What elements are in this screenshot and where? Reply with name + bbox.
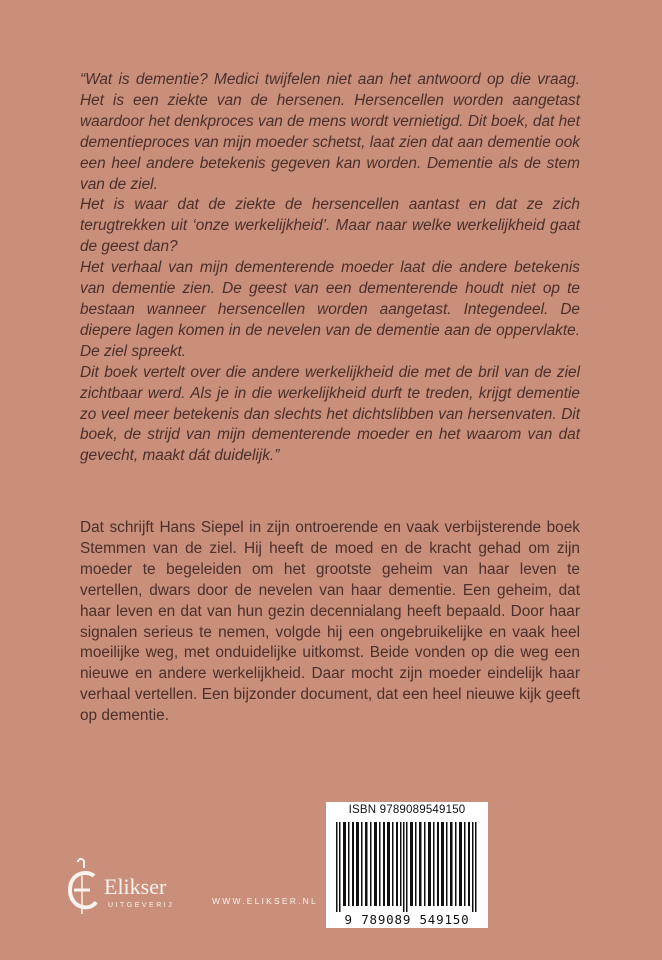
quote-paragraph-1: “Wat is dementie? Medici twijfelen niet aan het antwoord op die vraag. Het is een ziekte van de hersenen. Hersencellen worden aangetast waardoor het denkproces van de mens wordt vernietigd. Dit boek, dat het dementieproces van mijn moeder schetst, laat zien dat aan dementie ook een heel andere betekenis gegeven kan worden. Dementie als de stem van de ziel. xyxy=(80,71,580,193)
elikser-e-icon xyxy=(64,858,104,918)
publisher-url: WWW.ELIKSER.NL xyxy=(212,896,318,906)
isbn-digits: 9 789089 549150 xyxy=(344,912,470,927)
back-cover-quote xyxy=(80,70,580,467)
publisher-sub: UITGEVERIJ xyxy=(108,902,175,909)
isbn-barcode xyxy=(326,802,488,928)
quote-paragraph-2: Het is waar dat de ziekte de hersencellen aantast en dat ze zich terugtrekken uit ‘onze werkelijkheid’. Maar naar welke werkelijkheid gaat de geest dan? xyxy=(80,196,580,256)
quote-paragraph-4: Dit boek vertelt over die andere werkelijkheid die met de bril van de ziel zichtbaar werd. Als je in die werkelijkheid durft te treden, krijgt dementie zo veel meer betekenis dan slechts het dichtslibben van hersenvaten. Dit boek, de strijd van mijn dementerende moeder en het waarom van dat gevecht, maakt dát duidelijk.” xyxy=(80,363,580,465)
isbn-label: ISBN 9789089549150 xyxy=(348,804,466,816)
publisher-logo xyxy=(64,858,204,918)
blurb-text: Dat schrijft Hans Siepel in zijn ontroerende en vaak verbijsterende boek Stemmen van de ziel. Hij heeft de moed en de kracht gehad om zijn moeder te begeleiden om het grootste geheim van haar leven te vertellen, dwars door de nevelen van haar dementie. Een geheim, dat haar leven en dat van hun gezin decennialang heeft bepaald. Door haar signalen serieus te nemen, volgde hij een ongebruikelijke en vaak heel moeilijke weg, met onduidelijke uitkomst. Beide vonden op die weg een nieuwe en andere werkelijkheid. Daar mocht zijn moeder eindelijk haar verhaal vertellen. Een bijzonder document, dat een heel nieuwe kijk geeft op dementie. xyxy=(80,519,580,725)
publisher-name: Elikser xyxy=(104,874,167,899)
quote-paragraph-3: Het verhaal van mijn dementerende moeder laat die andere betekenis van dementie zien. De geest van een dementerende houdt niet op te bestaan wanneer hersencellen worden aangetast. Integendeel. De diepere lagen komen in de nevelen van de dementie aan de oppervlakte. De ziel spreekt. xyxy=(80,259,580,360)
barcode-bars xyxy=(332,822,482,912)
